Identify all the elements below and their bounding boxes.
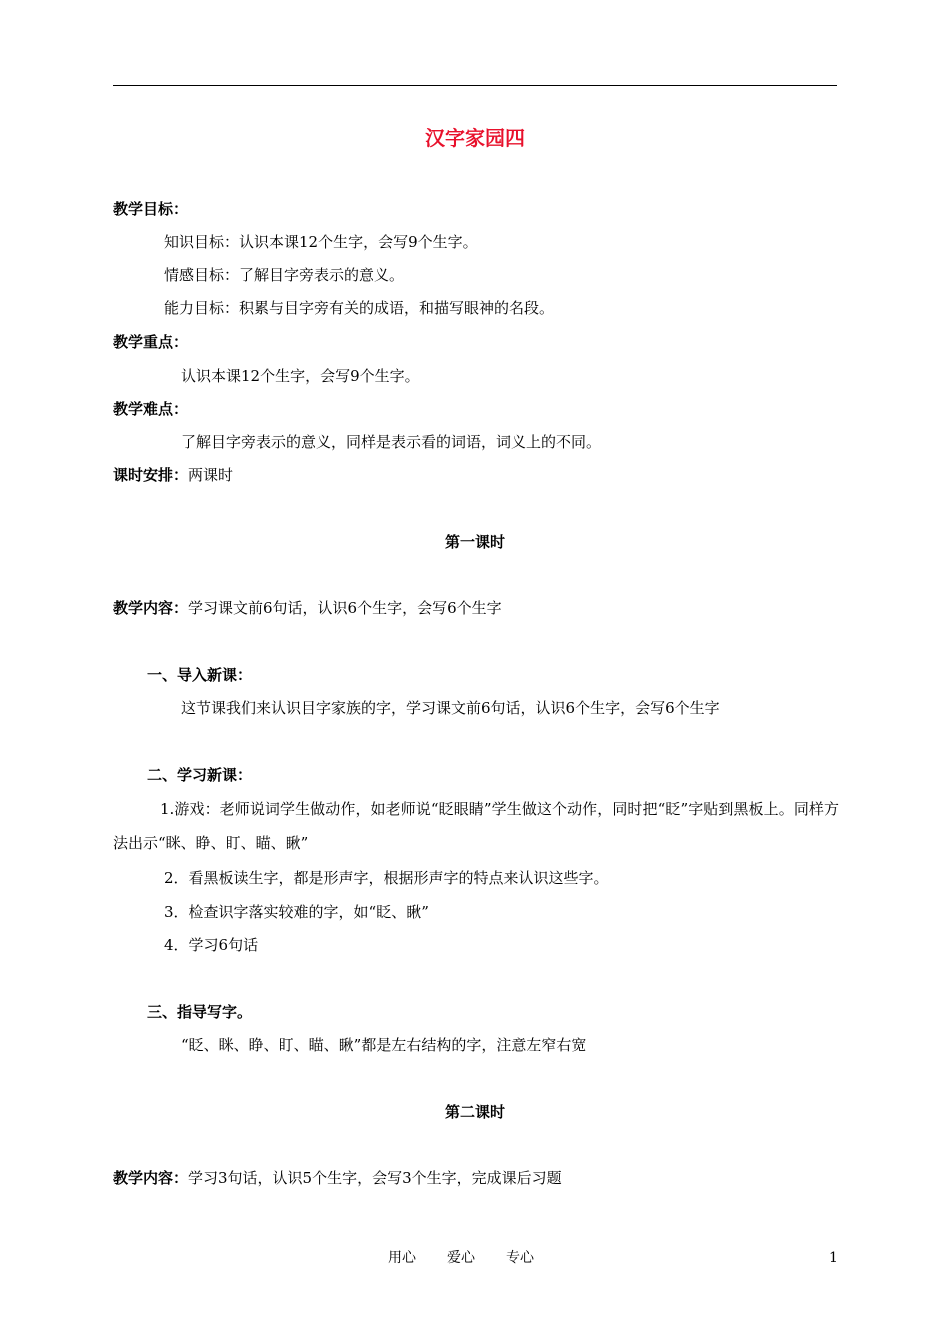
section2-item3: 3．检查识字落实较难的字，如“眨、瞅” [164,903,429,921]
section1-heading: 一、导入新课： [147,666,253,684]
document-title: 汉字家园四 [425,126,525,150]
difficulties-heading: 教学难点： [113,400,189,418]
section2-item2: 2．看黑板读生字，都是形声字，根据形声字的特点来认识这些字。 [164,869,609,887]
lesson1-content-text: 学习课文前6句话，认识6个生字，会写6个生字 [188,599,502,617]
lesson2-content-label: 教学内容： [113,1169,189,1187]
difficulties-text: 了解目字旁表示的意义，同样是表示看的词语，词义上的不同。 [181,433,602,451]
ability-goal: 能力目标：积累与目字旁有关的成语，和描写眼神的名段。 [164,299,555,317]
goals-heading: 教学目标： [113,200,189,218]
emotion-goal: 情感目标：了解目字旁表示的意义。 [164,266,405,284]
section2-heading: 二、学习新课： [147,766,253,784]
page-number: 1 [829,1250,838,1266]
footer-motto-2: 爱心 [447,1250,475,1266]
lesson2-title: 第二课时 [444,1103,505,1121]
section1-text: 这节课我们来认识目字家族的字，学习课文前6句话，认识6个生字，会写6个生字 [181,699,720,717]
lesson1-title: 第一课时 [444,533,505,551]
lesson2-content-text: 学习3句话，认识5个生字，会写3个生字，完成课后习题 [188,1169,562,1187]
lesson1-content-label: 教学内容： [113,599,189,617]
knowledge-goal: 知识目标：认识本课12个生字，会写9个生字。 [164,233,478,251]
key-points-text: 认识本课12个生字，会写9个生字。 [181,367,420,385]
schedule-text: 两课时 [188,466,234,484]
footer-motto-1: 用心 [388,1250,416,1266]
section2-item1: 1.游戏：老师说词学生做动作，如老师说“眨眼睛”学生做这个动作，同时把“眨”字贴到黑板上。同样方法出示“眯、睁、盯、瞄、瞅” [113,800,839,852]
section2-item4: 4．学习6句话 [164,936,259,954]
section3-text: “眨、眯、睁、盯、瞄、瞅”都是左右结构的字，注意左窄右宽 [181,1036,587,1054]
section3-heading: 三、指导写字。 [147,1003,253,1021]
header-rule [113,85,837,86]
schedule-line [113,465,233,485]
key-points-heading: 教学重点： [113,333,189,351]
lesson2-content [113,1168,562,1188]
lesson1-content [113,598,502,618]
schedule-heading: 课时安排： [113,466,189,484]
footer-motto-3: 专心 [506,1250,534,1266]
